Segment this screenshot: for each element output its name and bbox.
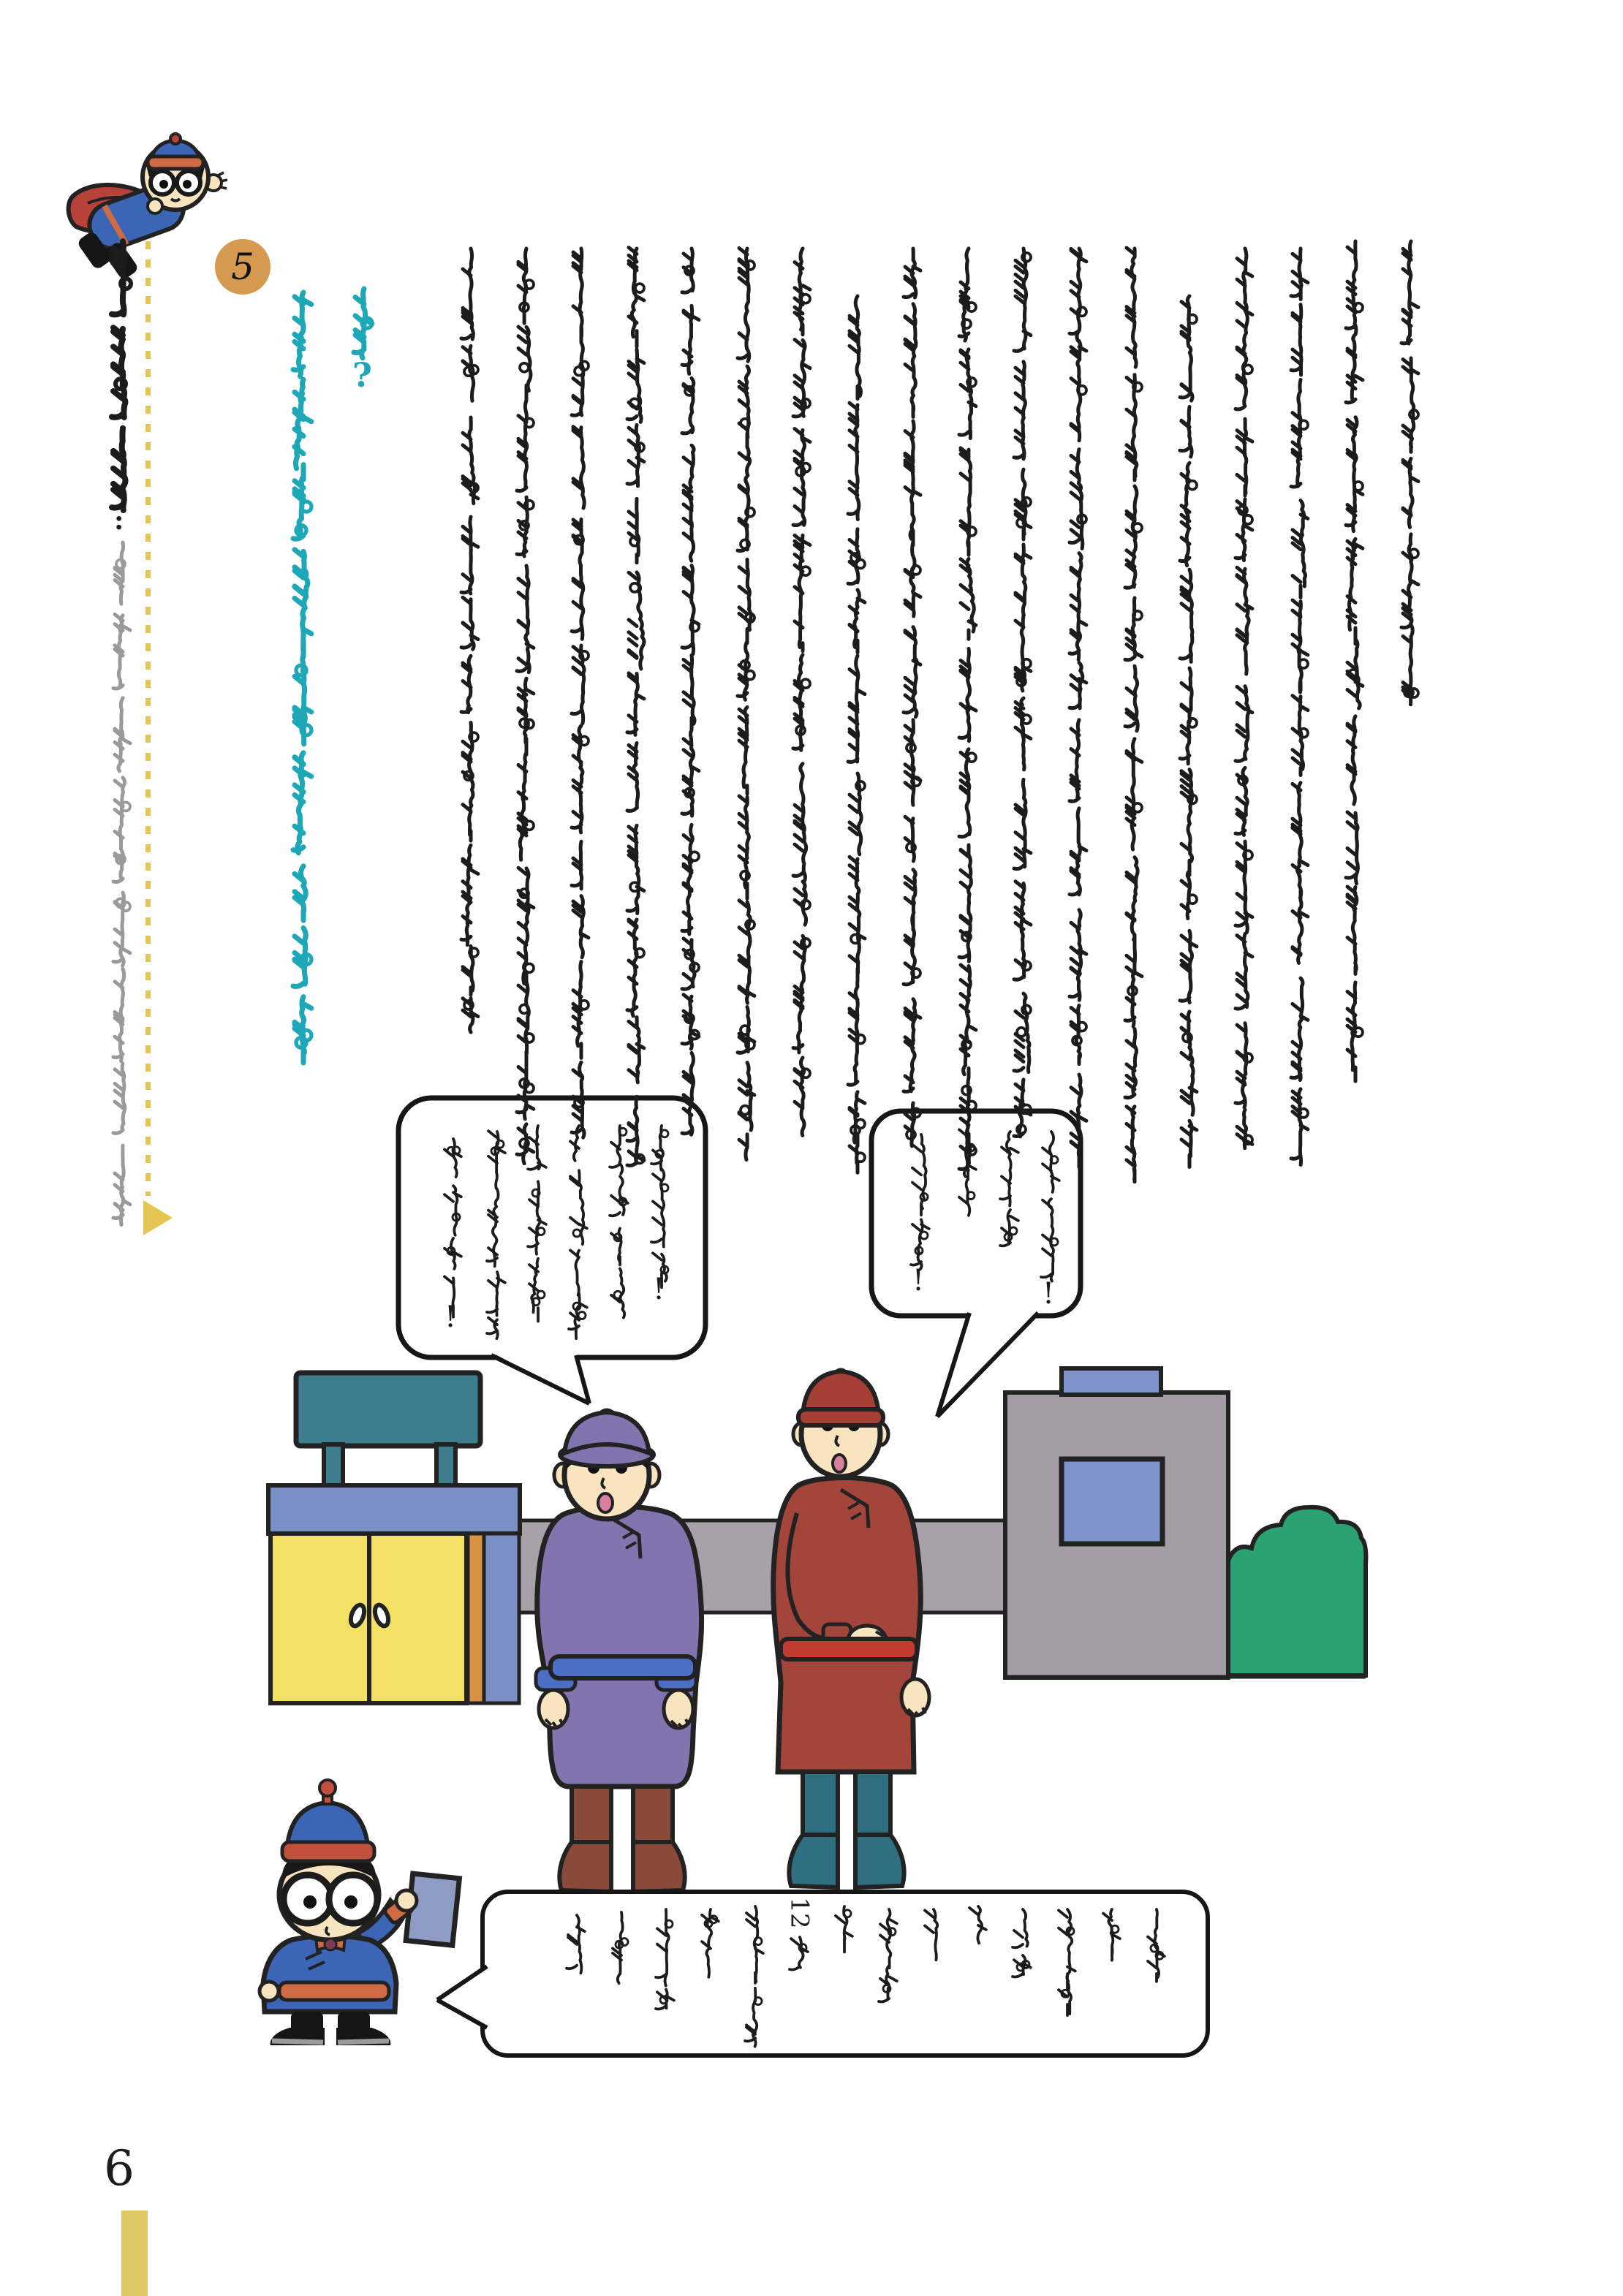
script-column [1070,249,1086,1167]
script-column [651,1126,668,1287]
script-column [569,1126,587,1338]
script-column [702,1909,719,1977]
script-column [656,1909,674,2009]
script-block-sidebar-note [113,542,130,1225]
exclamation-mark: ! [912,1264,925,1297]
script-block-question-heading [354,289,372,358]
script-column [293,292,311,1063]
script-column [682,249,699,1134]
script-column [572,249,589,1137]
script-column [925,1909,937,1960]
script-column [1148,1909,1165,1982]
script-column [836,1906,852,1952]
exclamation-mark: ! [653,1273,665,1306]
script-column [745,1906,763,2047]
script-column [461,249,478,1032]
script-column [790,1937,808,1970]
exclamation-mark: ! [444,1300,457,1334]
script-block-body [461,241,1418,1182]
script-column [1013,1909,1031,1977]
dashed-guide-line [145,241,151,1196]
script-column [1041,1132,1059,1281]
lesson-number-badge [215,239,270,295]
script-column [354,289,372,358]
script-column [959,1129,976,1215]
script-column [793,249,810,1135]
script-column [848,296,865,1172]
triangle-marker-icon [143,1200,173,1235]
script-column [613,1912,628,1983]
script-column [528,1126,546,1322]
sidebar-colon: : [114,505,124,536]
script-block-question-body [293,292,311,1063]
script-column [1236,249,1252,1148]
dialog-number: 12 [784,1897,814,1929]
script-column [1059,1909,1075,2015]
script-column [1401,241,1418,705]
script-column [112,241,131,510]
script-column [517,249,534,1164]
lesson-number: 5 [231,246,254,288]
script-column [627,248,644,1166]
script-column [969,1906,986,1943]
page-edge-bar [121,2210,148,2296]
script-column [879,1909,897,2002]
script-column [1000,1132,1018,1246]
script-column [904,249,920,1146]
script-column [610,1126,628,1318]
script-column [1014,249,1031,1137]
script-column [911,1134,929,1269]
script-column [113,542,130,1225]
script-column [487,1131,505,1338]
script-column [444,1139,461,1317]
script-block-bubble-right [911,1129,1059,1281]
script-column [959,249,976,1170]
script-column [1291,249,1308,1165]
script-column [1346,241,1363,1081]
page-number: 6 [104,2140,135,2197]
script-block-bubble-bottom [567,1906,1165,2047]
script-block-sidebar-header [112,241,131,510]
script-column [1125,248,1142,1182]
script-column [567,1915,585,1973]
script-column [738,248,754,1159]
script-column [1180,296,1197,1167]
question-mark: ? [352,355,372,395]
exclamation-mark: ! [1043,1277,1055,1311]
script-column [1103,1909,1120,1960]
